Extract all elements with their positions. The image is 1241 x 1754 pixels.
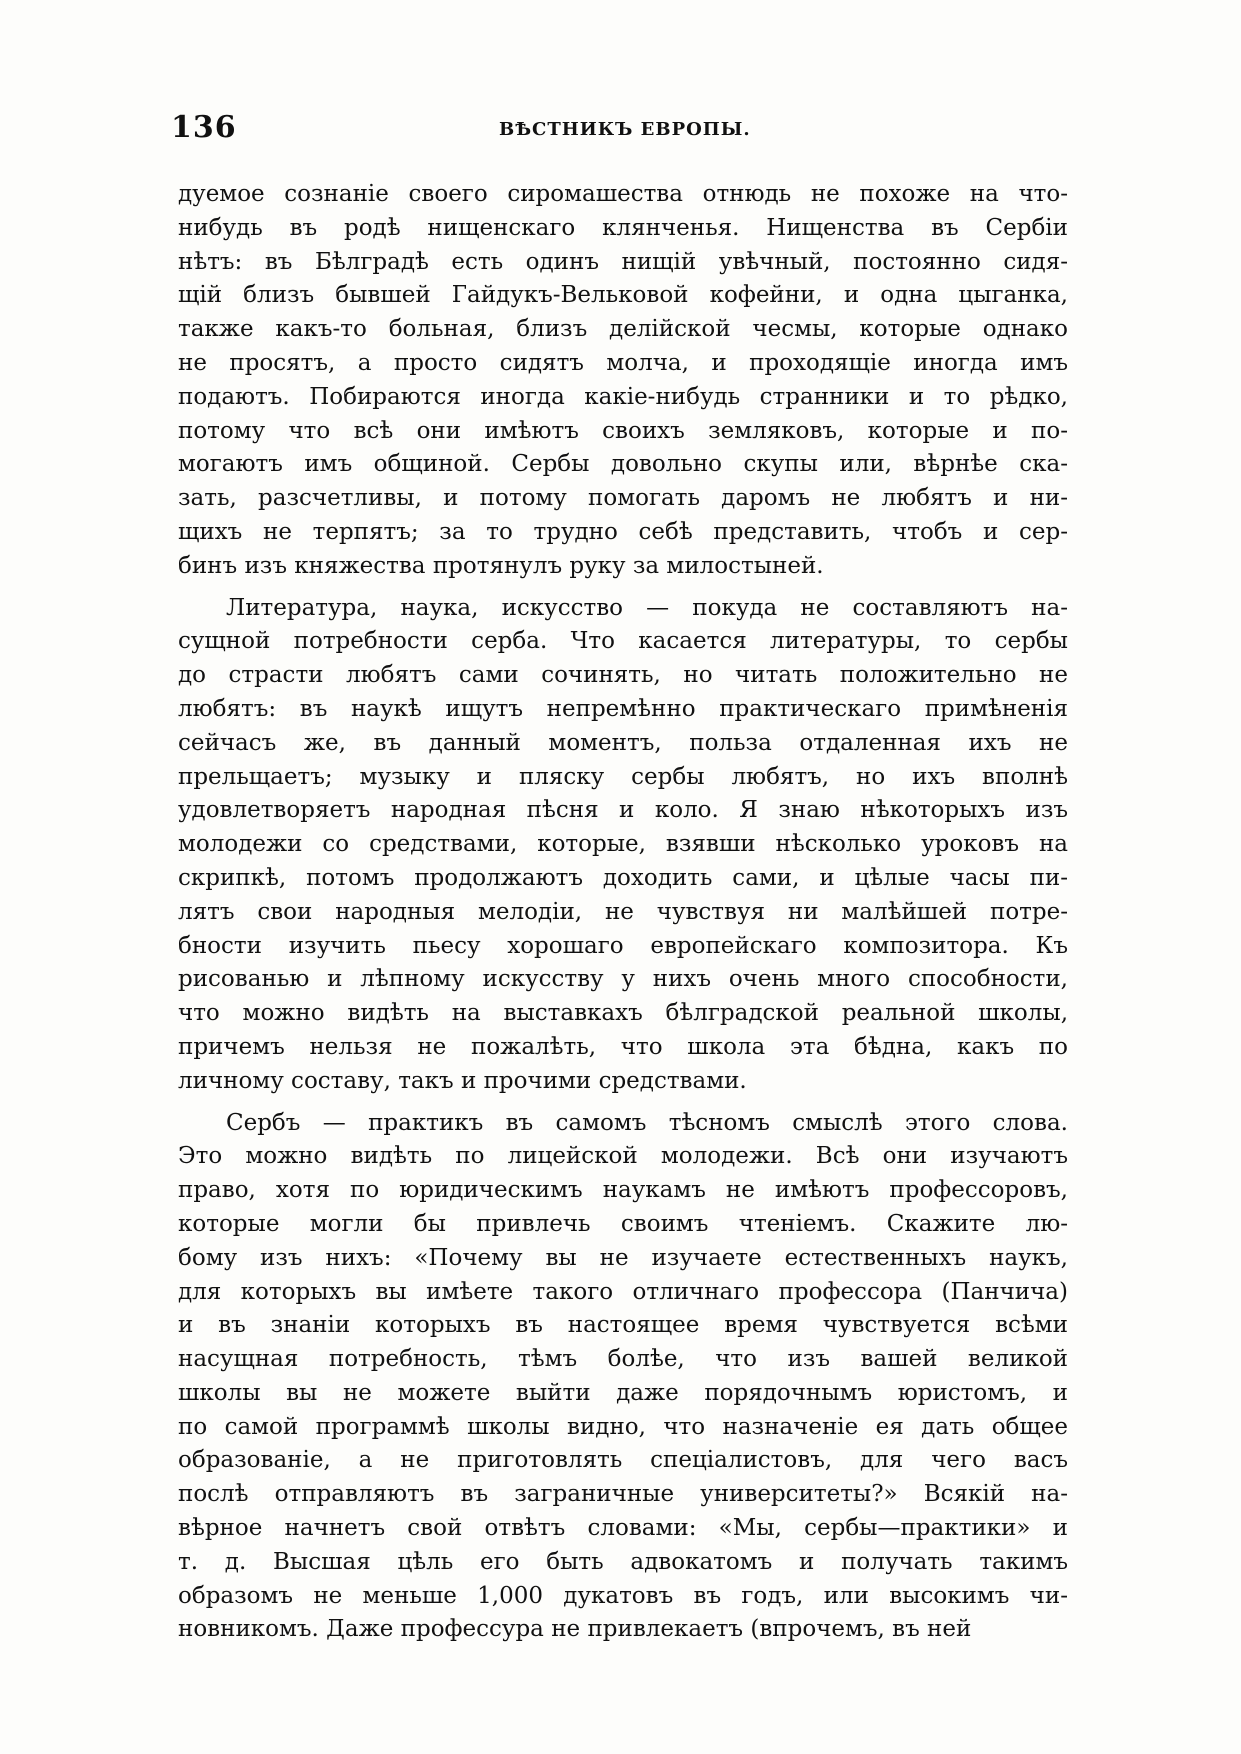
text-line: зать, разсчетливы, и потому помогать даромъ не любятъ и ни-	[178, 485, 1068, 512]
text-line: образованіе, а не приготовлять спеціалистовъ, для чего васъ	[178, 1447, 1068, 1474]
text-line: не просятъ, а просто сидятъ молча, и проходящіе иногда имъ	[178, 349, 1068, 376]
text-line: также какъ-то больная, близъ делійской чесмы, которые однако	[178, 316, 1068, 343]
paragraph-gap	[178, 1099, 1068, 1107]
text-line: Сербъ — практикъ въ самомъ тѣсномъ смыслѣ этого слова.	[226, 1109, 1068, 1136]
text-line: нибудь въ родѣ нищенскаго клянченья. Нищенства въ Сербіи	[178, 214, 1068, 241]
text-line: насущная потребность, тѣмъ болѣе, что изъ вашей великой	[178, 1346, 1068, 1373]
paragraph-gap	[178, 584, 1068, 592]
text-line: скрипкѣ, потомъ продолжаютъ доходить сами, и цѣлые часы пи-	[178, 864, 1068, 891]
text-line: т. д. Высшая цѣль его быть адвокатомъ и получать такимъ	[178, 1548, 1068, 1575]
text-line: молодежи со средствами, которые, взявши нѣсколько уроковъ на	[178, 831, 1068, 858]
journal-title: ВѢСТНИКЪ ЕВРОПЫ.	[499, 119, 751, 140]
text-line: причемъ нельзя не пожалѣть, что школа эта бѣдна, какъ по	[178, 1033, 1068, 1060]
text-line: дуемое сознаніе своего сиромашества отнюдь не похоже на что-	[178, 181, 1068, 207]
text-line: образомъ не меньше 1,000 дукатовъ въ годъ, или высокимъ чи-	[178, 1582, 1068, 1609]
text-line: сущной потребности серба. Что касается литературы, то сербы	[178, 628, 1068, 655]
text-line: прельщаетъ; музыку и пляску сербы любятъ, но ихъ вполнѣ	[178, 763, 1068, 790]
text-line: щихъ не терпятъ; за то трудно себѣ представить, чтобъ и сер-	[178, 518, 1068, 545]
body-text	[178, 178, 1068, 1647]
page-number: 136	[171, 110, 237, 145]
text-line: бому изъ нихъ: «Почему вы не изучаете естественныхъ наукъ,	[178, 1244, 1068, 1271]
text-line: по самой программѣ школы видно, что назначеніе ея дать общее	[178, 1413, 1068, 1440]
text-line: потому что всѣ они имѣютъ своихъ земляковъ, которые и по-	[178, 417, 1068, 444]
text-line: Это можно видѣть по лицейской молодежи. Всѣ они изучаютъ	[178, 1143, 1068, 1170]
text-line: удовлетворяетъ народная пѣсня и коло. Я знаю нѣкоторыхъ изъ	[178, 797, 1068, 824]
text-line: школы вы не можете выйти даже порядочнымъ юристомъ, и	[178, 1379, 1068, 1406]
text-line: право, хотя по юридическимъ наукамъ не имѣютъ профессоровъ,	[178, 1177, 1068, 1204]
text-line: новникомъ. Даже профессура не привлекаетъ (впрочемъ, въ ней	[178, 1616, 972, 1643]
text-line: щій близъ бывшей Гайдукъ-Вельковой кофейни, и одна цыганка,	[178, 282, 1068, 309]
text-line: что можно видѣть на выставкахъ бѣлградской реальной школы,	[178, 1000, 1068, 1027]
text-line: для которыхъ вы имѣете такого отличнаго профессора (Панчича)	[178, 1278, 1068, 1305]
text-line: послѣ отправляютъ въ заграничные университеты?» Всякій на-	[178, 1481, 1068, 1508]
text-line: Литература, наука, искусство — покуда не составляютъ на-	[226, 594, 1068, 621]
text-line: сейчасъ же, въ данный моментъ, польза отдаленная ихъ не	[178, 729, 1068, 756]
text-line: рисованью и лѣпному искусству у нихъ очень много способности,	[178, 966, 1068, 993]
text-line: личному составу, такъ и прочими средствами.	[178, 1067, 747, 1094]
text-line: любятъ: въ наукѣ ищутъ непремѣнно практическаго примѣненія	[178, 695, 1068, 722]
text-line: и въ знаніи которыхъ въ настоящее время чувствуется всѣми	[178, 1312, 1068, 1339]
text-line: нѣтъ: въ Бѣлградѣ есть одинъ нищій увѣчный, постоянно сидя-	[178, 248, 1068, 275]
text-line: вѣрное начнетъ свой отвѣтъ словами: «Мы, сербы—практики» и	[178, 1515, 1068, 1542]
text-line: которые могли бы привлечь своимъ чтеніемъ. Скажите лю-	[178, 1210, 1068, 1237]
text-line: до страсти любятъ сами сочинять, но читать положительно не	[178, 662, 1068, 689]
text-line: могаютъ имъ общиной. Сербы довольно скупы или, вѣрнѣе ска-	[178, 451, 1068, 478]
text-line: бности изучить пьесу хорошаго европейскаго композитора. Къ	[178, 932, 1068, 959]
text-line: подаютъ. Побираются иногда какіе-нибудь странники и то рѣдко,	[178, 383, 1068, 410]
text-line: лятъ свои народныя мелодіи, не чувствуя ни малѣйшей потре-	[178, 898, 1068, 925]
text-line: бинъ изъ княжества протянулъ руку за милостыней.	[178, 552, 824, 579]
running-head	[171, 110, 1071, 150]
